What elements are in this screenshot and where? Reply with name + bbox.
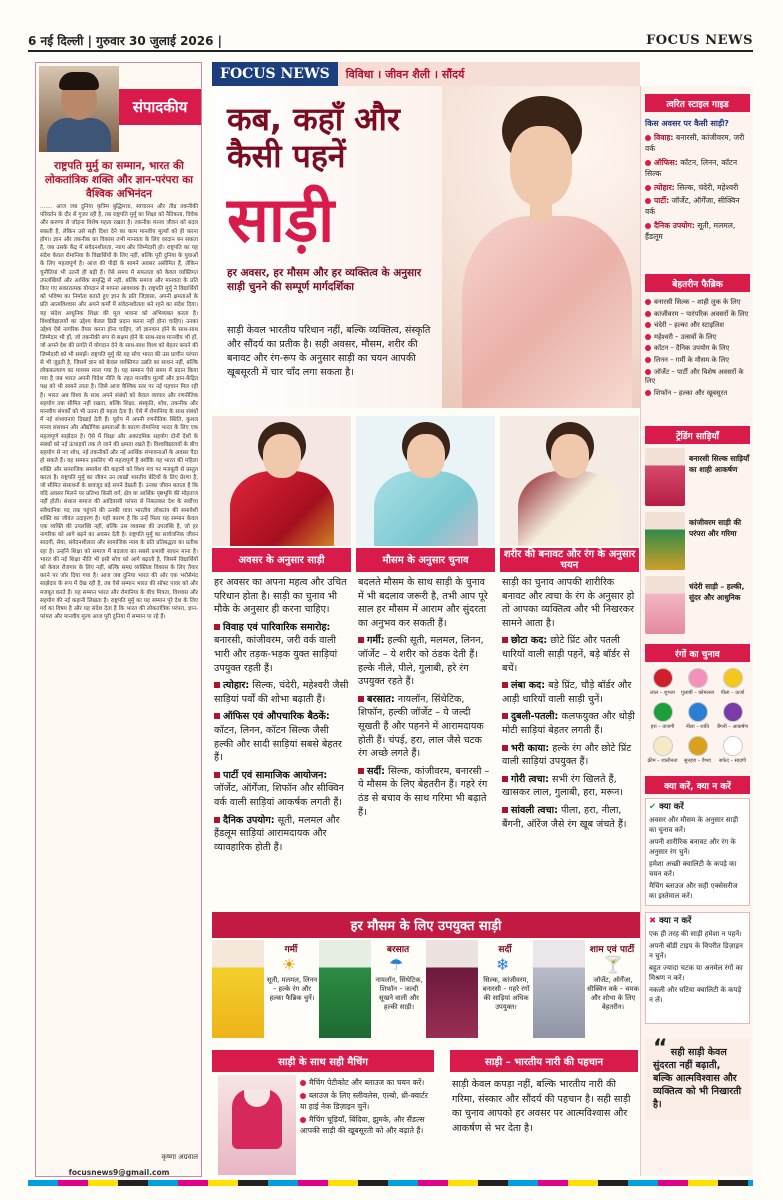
blouse-image — [218, 1075, 296, 1175]
masthead-date: गुरुवार 30 जुलाई 2026 — [96, 33, 214, 48]
occasion-title: अवसर के अनुसार साड़ी — [212, 548, 351, 572]
list-item: एक ही तरह की साड़ी हमेशा न पहनें। — [649, 930, 742, 938]
trending-image — [645, 576, 685, 634]
body-type-card — [500, 416, 639, 916]
trending-caption: कांजीवरम साड़ी की परंपरा और गरिमा — [689, 518, 742, 538]
hero-title-big: साड़ी — [227, 183, 335, 256]
season-title: मौसम के अनुसार चुनाव — [356, 548, 495, 572]
body-type-title: शरीर की बनावट और रंग के अनुसार चयन — [500, 548, 639, 572]
trending-caption: बनारसी सिल्क साड़ियाँ का शाही आकर्षण — [689, 454, 750, 474]
season-party — [533, 940, 639, 1040]
season-summer — [212, 940, 318, 1040]
trending-image — [645, 448, 685, 506]
list-item: ऑफिस: कॉटन, लिनन, कॉटन सिल्क — [645, 157, 738, 179]
color-label: लाल – शुभता — [650, 690, 675, 696]
rain-cloud-icon: ☂ — [389, 955, 404, 974]
occasion-card — [212, 416, 351, 916]
list-item: विवाह एवं पारिवारिक समारोह: बनारसी, कांजीवरम, जरी वर्क वाली भारी और तड़क-भड़क युक्त साड़ियां उपयुक्त रहती हैं। — [214, 621, 338, 674]
editorial-signature: कृष्णा अग्रवाल — [161, 1153, 198, 1161]
list-item: त्योहार: सिल्क, चंदेरी, महेश्वरी — [645, 182, 750, 193]
hero-banner — [212, 86, 640, 408]
list-item: ऑफिस एवं औपचारिक बैठकें: कॉटन, लिनन, कॉटन सिल्क जैसी हल्की और सादी साड़ियां सबसे बेहतर हैं। — [214, 711, 342, 764]
dos-title: ✔ क्या करें — [649, 802, 684, 812]
section-label: विविधा । जीवन शैली । सौंदर्य — [338, 62, 640, 86]
donts-title: ✖ क्या न करें — [649, 916, 692, 926]
identity-text: साड़ी केवल कपड़ा नहीं, बल्कि भारतीय नारी की गरिमा, संस्कार और सौंदर्य की पहचान है। सही साड़ी का चुनाव आपको हर अवसर पर आत्मविश्वास और आकर्षण से भर देता है। — [452, 1079, 631, 1134]
editorial-body: ....... आज जब दुनिया कृत्रिम बुद्धिमत्ता, स्वचालन और तीव्र तकनीकी परिवर्तन के दौर से गुजर रही है, तब राष्ट्रपति मुर्मु का शिक्षा को नैतिकता, विवेक और करुणा से जोड़ना विशेष महत्व रखता है। तकनीक मानव जीवन को बदल सकती है, लेकिन उसे सही दिशा देने का काम मानवीय मूल्यों को ही करना होगा। ज्ञान और तकनीक का विकास तभी मानवता के लिए वरदान बन सकता है, जब उसके केंद्र में संवेदनशीलता, न्याय और जिम्मेदारी हो। राष्ट्रपति का यह संदेश केवल रोमानिया के विद्यार्थियों के लिए नहीं, बल्कि पूरी दुनिया के युवाओं के लिए महत्वपूर्ण है। आज की पीढ़ी के सामने अवसर असीमित हैं, लेकिन चुनौतियां भी उतनी ही बड़ी हैं। ऐसे समय में सफलता को केवल व्यक्तिगत उपलब्धियों और आर्थिक समृद्धि से नहीं, बल्कि समाज और मानवता के प्रति किए गए सकारात्मक योगदान से मापना आवश्यक है। राष्ट्रपति मुर्मु ने विद्यार्थियों को भविष्य का निर्माता बताते हुए ज्ञान के प्रति जिज्ञासा, अपनी क्षमताओं के प्रति आत्मविश्वास और अपने कर्मों में संवेदनशीलता बने रहने का संदेश दिया। यह संदेश आधुनिक शिक्षा की मूल भावना को अभिव्यक्त करता है। विश्वविद्यालयों का उद्देश्य केवल डिग्री प्रदान करना नहीं होना चाहिए। उनका उद्देश्य ऐसे नागरिक तैयार करना होना चाहिए, जो ज्ञानवान होने के साथ-साथ जिम्मेदार भी हों, जो तकनीकी रूप से सक्षम होने के साथ-साथ मानवीय भी हों, जो अपने देश की प्रगति में योगदान देने के साथ-साथ विश्व को बेहतर बनाने की जिम्मेदारी को भी समझें। राष्ट्रपति मुर्मु की यह सोच भारत की उस प्राचीन परंपरा से भी जुड़ती है, जिसमें ज्ञान को केवल व्यक्तिगत उन्नति का साधन नहीं, बल्कि लोककल्याण का माध्यम माना गया है। यह सम्मान ऐसे समय में प्रदान किया गया है जब भारत अपनी विदेश नीति के तहत मानवीय मूल्यों और ज्ञान-केंद्रित पक्ष को भी सामने लाता है। जिसे आज वैश्विक स्तर पर नई पहचान मिल रही है। भारत अब विश्व के साथ अपने संबंधों को केवल व्यापार और रणनीतिक सहयोग तक सीमित नहीं रखता, बल्कि शिक्षा, संस्कृति, शोध, तकनीक और मानवीय संपर्कों को भी उतना ही महत्व देता है। ऐसे में रोमानिया के साथ संबंधों में नई संभावनाएं दिखाई देती हैं। यूरोप में अपनी रणनीतिक स्थिति, कुशल मानव संसाधन और औद्योगिक क्षमताओं के कारण रोमानिया भारत के लिए एक महत्वपूर्ण साझेदार है। ऐसे में शिक्षा और अकादमिक सहयोग दोनों देशों के संबंधों को नई ऊंचाइयों तक ले जाने की क्षमता रखते हैं। विश्वविद्यालयों के बीच सहयोग से नए शोध, नई तकनीकों और नई आर्थिक संभावनाओं के अवसर पैदा हो सकते हैं। यह सम्मान इसलिए भी महत्वपूर्ण है क्योंकि यह भारत की महिला शक्ति और सामाजिक समावेश की कहानी को विश्व मंच पर मजबूती से प्रस्तुत करता है। राष्ट्रपति मुर्मु का जीवन उन लाखों भारतीय बेटियों के लिए प्रेरणा है, जो सीमित संसाधनों के बावजूद बड़े सपने देखती हैं। उनका जीवन बताता है कि यदि अवसर मिलने पर प्रतिभा किसी वर्ग, क्षेत्र या आर्थिक पृष्ठभूमि की मोहताज नहीं होती। संथाल समाज की आदिवासी परंपरा से निकलकर देश के सर्वोच्च संवैधानिक पद तक पहुंचने की उनकी यात्रा भारतीय लोकतंत्र की समावेशी शक्ति का जीवंत उदाहरण है। यही कारण है कि उन्हें मिला यह सम्मान केवल एक व्यक्ति की उपलब्धि नहीं, बल्कि उस व्यवस्था की उपलब्धि है, जो हर नागरिक को आगे बढ़ने का अवसर देती है। राष्ट्रपति मुर्मु का सार्वजनिक जीवन सादगी, सेवा, संवेदनशीलता और सामाजिक न्याय के प्रति प्रतिबद्धता का प्रतीक रहा है। उन्होंने शिक्षा को समाज में बदलाव का सबसे प्रभावी साधन माना है। भारत की नई शिक्षा नीति भी इसी सोच को आगे बढ़ाती है, जिसमें विद्यार्थियों को केवल रोजगार के लिए नहीं, बल्कि समग्र व्यक्तित्व विकास के लिए तैयार करने पर जोर दिया गया है। आज जब दुनिया भारत की ओर एक भरोसेमंद साझेदार के रूप में देख रही है, तब ऐसे सम्मान भारत की सॉफ्ट पावर को और मजबूत करते हैं। यह सम्मान भारत और रोमानिया के बीच मित्रता, विश्वास और सहयोग की नई कहानी लिखता है। राष्ट्रपति मुर्मु का यह सम्मान पूरे देश के लिए गर्व का विषय है और यह संदेश देता है कि भारत की लोकतांत्रिक परंपरा, ज्ञान-परंपरा और मानवीय मूल्य आज पूरी दुनिया में सम्मान पा रहे हैं। — [40, 204, 198, 621]
list-item: मैचिंग ब्लाउज और सही एक्सेसरीज का इस्तेमाल करें। — [649, 882, 738, 900]
masthead-brand: FOCUS NEWS — [646, 32, 753, 48]
occasion-text — [214, 576, 349, 854]
hero-title-line1: कब, कहाँ और — [227, 100, 400, 138]
list-item: गर्मी: हल्की सूती, मलमल, लिनन, जॉर्जेट – ये शरीर को ठंडक देती हैं। हल्के नीले, पीले, गुलाबी, हरे रंग उपयुक्त रहते हैं। — [358, 635, 484, 688]
season-image — [212, 940, 264, 1038]
list-item: लिनन – गर्मी के मौसम के लिए — [645, 356, 750, 366]
print-color-bar — [28, 1180, 753, 1186]
colors-title: रंगों का चुनाव — [645, 644, 750, 662]
list-item: दैनिक उपयोग: सूती, मलमल और हैंडलूम साड़ियां आरामदायक और व्यावहारिक होती हैं। — [214, 814, 340, 853]
list-item: दुबली-पतली: कलफयुक्त और थोड़ी मोटी साड़ियां बेहतर लगती हैं। — [502, 711, 635, 736]
list-item: अपनी बॉडी टाइप के विपरीत डिज़ाइन न चुनें। — [649, 942, 743, 960]
list-item: अपनी शारीरिक बनावट और रंग के अनुसार रंग चुनें। — [649, 838, 736, 856]
season-image — [319, 940, 371, 1038]
masthead-left: 6 नई दिल्ली | गुरुवार 30 जुलाई 2026 | — [28, 33, 223, 48]
snowflake-icon: ❄ — [496, 955, 510, 974]
quote-text: सही साड़ी केवल सुंदरता नहीं बढ़ाती, बल्कि आत्मविश्वास और व्यक्तित्व को भी निखारती है। — [653, 1047, 742, 1110]
list-item: बहुत ज्यादा चटक या अनमेल रंगों का मिश्रण न करें। — [649, 964, 743, 982]
list-item: मैचिंग चूड़ियाँ, बिंदिया, झुमके, और सैंडल्स आपकी साड़ी की खूबसूरती को और बढ़ाते हैं। — [300, 1115, 425, 1135]
list-item: विवाह: बनारसी, कांजीवरम, जरी वर्क — [645, 133, 745, 154]
list-item: हमेशा अच्छी क्वालिटी के कपड़े का चयन करें। — [649, 860, 737, 878]
list-item: शिफॉन – हल्का और खूबसूरत — [645, 389, 750, 399]
trending-item — [645, 448, 750, 508]
hero-paragraph: साड़ी केवल भारतीय परिधान नहीं, बल्कि व्यक्तित्व, संस्कृति और सौंदर्य का प्रतीक है। सही अवसर, मौसम, शरीर की बनावट और रंग-रूप के अनुसार साड़ी का चयन आपकी खूबसूरती में चार चाँद लगा सकता है। — [227, 325, 431, 378]
donts-box — [645, 912, 750, 1024]
season-monsoon — [319, 940, 425, 1040]
card-intro: हर अवसर का अपना महत्व और उचित परिधान होता है। साड़ी का चुनाव भी मौके के अनुसार ही करना चाहिए। — [214, 577, 347, 616]
list-item: कॉटन – दैनिक उपयोग के लिए — [645, 344, 750, 354]
list-item: ब्लाउज के लिए स्लीवलेस, एल्बो, थ्री-क्वार्टर या हाई नेक डिज़ाइन चुनें। — [300, 1091, 428, 1111]
masthead-city: नई दिल्ली — [40, 33, 84, 48]
color-label: गुलाबी – कोमलता — [681, 690, 714, 696]
check-icon: ✔ — [649, 802, 657, 812]
season-card — [356, 416, 495, 916]
hero-subhead: हर अवसर, हर मौसम और हर व्यक्तित्व के अनुसार साड़ी चुनने की सम्पूर्ण मार्गदर्शिका — [227, 267, 422, 293]
list-item: सर्दी: सिल्क, कांजीवरम, बनारसी – ये मौसम के लिए बेहतरीन हैं। गहरे रंग ठंड से बचाव के साथ गरिमा भी बढ़ाते हैं। — [358, 765, 490, 818]
pull-quote — [645, 1038, 750, 1120]
color-label: पीला – ऊर्जा — [720, 690, 745, 696]
quick-guide-title: त्वरित स्टाइल गाइड — [645, 94, 750, 112]
hero-model-image — [442, 86, 640, 408]
season-desc: सिल्क, कांजीवरम, बनारसी – गहरे रंगों की साड़ियां अधिक उपयुक्त। — [482, 976, 530, 1011]
season-name: सर्दी — [498, 945, 512, 955]
color-swatches — [645, 668, 750, 818]
season-name: बरसात — [386, 945, 410, 955]
fabrics-list — [645, 298, 750, 400]
list-item: सांवली त्वचा: पीला, हरा, नीला, बैंगनी, ऑरेंज जैसे रंग खूब जंचते हैं। — [502, 804, 627, 830]
hero-title-line2: कैसी पहनें — [227, 137, 346, 175]
list-item: बनारसी सिल्क – शाही लुक के लिए — [645, 298, 750, 308]
trending-item — [645, 512, 750, 572]
fabrics-title: बेहतरीन फैब्रिक — [645, 274, 750, 292]
list-item: महेश्वरी – उत्सवों के लिए — [645, 333, 750, 343]
season-desc: नायलॉन, सिंथेटिक, शिफॉन – जल्दी सूखने वाली और हल्की साड़ी। — [375, 976, 423, 1011]
trending-caption: चंदेरी साड़ी – हल्की, सुंदर और आधुनिक — [689, 582, 745, 602]
season-winter — [426, 940, 532, 1040]
season-image — [426, 940, 478, 1038]
list-item: अवसर और मौसम के अनुसार साड़ी का चुनाव करें। — [649, 816, 739, 834]
dos-box — [645, 798, 750, 906]
card-intro: साड़ी का चुनाव आपकी शारीरिक बनावट और त्वचा के रंग के अनुसार हो तो आपका व्यक्तित्व और भी निखरकर सामने आता है। — [502, 577, 635, 629]
editorial-headline: राष्ट्रपति मुर्मु का सम्मान, भारत की लोकतांत्रिक शक्ति और ज्ञान-परंपरा का वैश्विक अभिनंदन — [45, 160, 193, 201]
color-label: क्रीम – शालीनता — [647, 758, 678, 764]
season-image — [356, 416, 495, 546]
season-name: गर्मी — [284, 945, 298, 955]
quick-guide-list — [645, 132, 750, 245]
trending-title: ट्रेंडिंग साड़ियाँ — [645, 426, 750, 444]
identity-title: साड़ी – भारतीय नारी की पहचान — [450, 1050, 638, 1072]
page-number: 6 — [28, 33, 37, 48]
editor-photo — [39, 66, 119, 152]
list-item: भरी काया: हल्के रंग और छोटे प्रिंट वाली साड़ियां उपयुक्त हैं। — [502, 742, 632, 768]
body-type-image — [500, 416, 639, 546]
season-image — [533, 940, 585, 1038]
list-item: दैनिक उपयोग: सूती, मलमल, हैंडलूम — [645, 220, 736, 242]
matching-list — [300, 1078, 434, 1139]
color-label: नीला – शांति — [685, 724, 710, 730]
quote-mark-icon: “ — [653, 1036, 668, 1061]
season-text — [358, 576, 493, 819]
list-item: गोरी त्वचा: सभी रंग खिलते हैं, खासकर लाल, गुलाबी, हरा, मरून। — [502, 773, 623, 799]
card-intro: बदलते मौसम के साथ साड़ी के चुनाव में भी बदलाव जरूरी है, तभी आप पूरे साल हर मौसम में आराम और सुंदरता का अनुभव कर सकती हैं। — [358, 577, 488, 629]
matching-title: साड़ी के साथ सही मैचिंग — [212, 1050, 434, 1072]
list-item: मैचिंग पेटीकोट और ब्लाउज का चयन करें। — [300, 1078, 434, 1088]
list-item: नकली और घटिया क्वालिटी के कपड़े न लें। — [649, 986, 742, 1004]
trending-image — [645, 512, 685, 570]
color-label: बैंगनी – आकर्षण — [717, 724, 748, 730]
style-sidebar — [640, 86, 753, 1176]
list-item: त्योहार: सिल्क, चंदेरी, महेश्वरी जैसी साड़ियां पर्वों की शोभा बढ़ाती हैं। — [214, 680, 349, 705]
editorial-column — [35, 62, 202, 1177]
cocktail-icon: 🍸 — [603, 955, 623, 974]
list-item: चंदेरी – हल्का और स्टाइलिश — [645, 321, 750, 331]
season-desc: सूती, मलमल, लिनन – हल्के रंग और हल्का फैब्रिक चुनें। — [266, 976, 318, 1002]
list-item: लंबा कद: बड़े प्रिंट, चौड़े बॉर्डर और आड़ी धारियों वाली साड़ी चुनें। — [502, 680, 632, 705]
list-item: पार्टी: जॉर्जेट, ऑर्गेंजा, सीक्विन वर्क — [645, 196, 740, 217]
occasion-image — [212, 416, 351, 546]
body-type-text — [502, 576, 637, 831]
dos-donts-title: क्या करें, क्या न करें — [645, 776, 750, 794]
sun-icon: ☀ — [282, 955, 297, 974]
list-item: जॉर्जेट – पार्टी और विशेष अवसरों के लिए — [645, 367, 744, 386]
trending-item — [645, 576, 750, 636]
list-item: बरसात: नायलॉन, सिंथेटिक, शिफॉन, हल्की जॉर्जेट – ये जल्दी सूखती हैं और पहनने में आरामदायक होती हैं। चंपई, हरा, लाल जैसे चटक रंग अच्छे लगते हैं। — [358, 693, 484, 760]
masthead — [28, 30, 753, 52]
cross-icon: ✖ — [649, 916, 657, 926]
list-item: पार्टी एवं सामाजिक आयोजन: जॉर्जेट, ऑर्गेंजा, शिफॉन और सीक्विन वर्क वाली साड़ियां आकर्षक लगती हैं। — [214, 769, 344, 808]
color-swatch — [645, 736, 680, 780]
section-header — [212, 62, 640, 86]
season-desc: जॉर्जेट, ऑर्गेंजा, सीक्विन वर्क – चमक और शोभा के लिए बेहतरीन। — [587, 976, 639, 1011]
color-swatch — [715, 736, 750, 780]
section-brand: FOCUS NEWS — [212, 62, 338, 86]
list-item: कांजीवरम – पारंपरिक अवसरों के लिए — [645, 310, 750, 320]
quick-guide-subtitle: किस अवसर पर कैसी साड़ी? — [645, 119, 729, 128]
color-swatch — [680, 736, 715, 780]
seasonal-title: हर मौसम के लिए उपयुक्त साड़ी — [212, 912, 640, 938]
color-label: सुनहरा – वैभव — [684, 758, 711, 764]
editorial-email: focusnews9@gmail.com — [68, 1168, 170, 1177]
season-name: शाम एवं पार्टी — [589, 945, 635, 955]
editorial-badge: संपादकीय — [119, 89, 201, 125]
color-label: हरा – ताजगी — [650, 724, 675, 730]
list-item: छोटा कद: छोटे प्रिंट और पतली धारियों वाली साड़ी पहनें, बड़े बॉर्डर से बचें। — [502, 635, 630, 674]
color-label: सफेद – सादगी — [718, 758, 746, 764]
